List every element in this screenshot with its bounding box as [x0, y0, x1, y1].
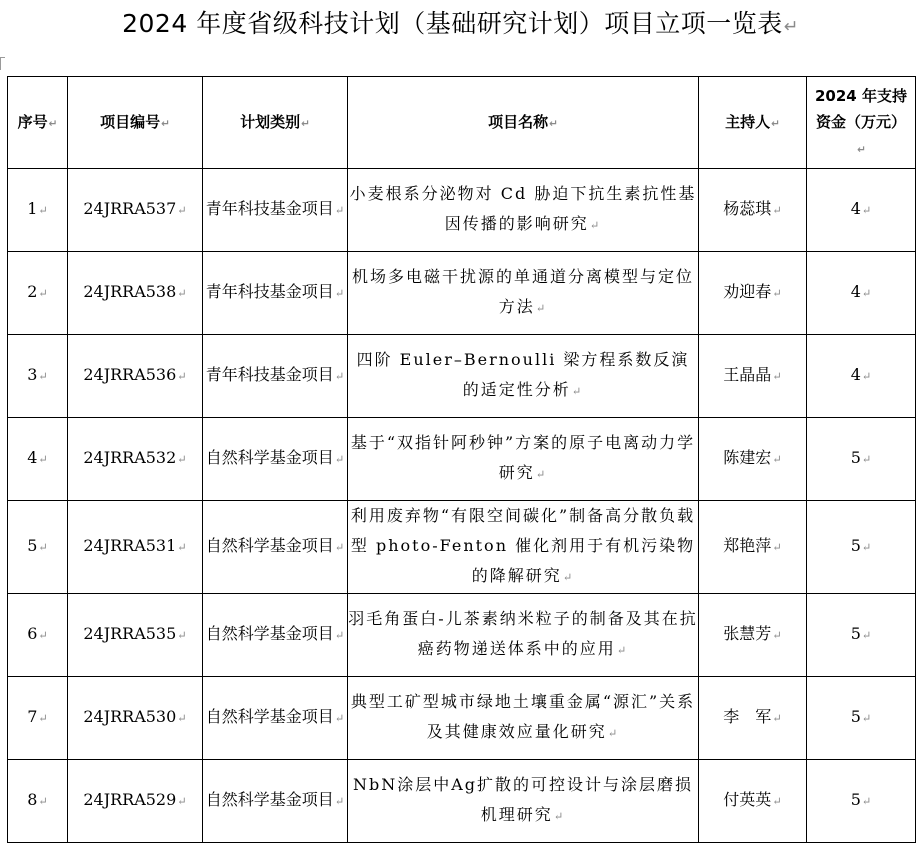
cell-name-text: 典型工矿型城市绿地土壤重金属“源汇”关系及其健康效应量化研究 [350, 692, 696, 741]
cell-category-text: 青年科技基金项目 [205, 282, 334, 301]
cell-leader-text: 陈建宏 [723, 448, 772, 467]
table-row [8, 760, 916, 843]
paragraph-mark-icon: ↵ [535, 468, 548, 481]
cell-category-text: 自然科学基金项目 [205, 536, 334, 555]
cell-code[interactable] [68, 677, 203, 760]
header-funding [807, 77, 916, 169]
header-code [68, 77, 203, 169]
cell-funding[interactable] [807, 169, 916, 252]
cell-category[interactable] [203, 760, 348, 843]
paragraph-mark-icon: ↵ [771, 117, 780, 130]
cell-leader[interactable] [699, 418, 807, 501]
cell-code-text: 24JRRA531 [83, 536, 177, 555]
cell-code-text: 24JRRA530 [83, 707, 177, 726]
cell-code-text: 24JRRA532 [83, 448, 177, 467]
paragraph-mark-icon: ↵ [562, 571, 575, 584]
cell-name-text: NbN涂层中Ag扩散的可控设计与涂层磨损机理研究 [352, 775, 694, 824]
cell-name[interactable] [348, 169, 699, 252]
paragraph-mark-icon: ↵ [38, 453, 48, 466]
cell-index-text: 3 [27, 365, 38, 384]
cell-index[interactable] [8, 169, 68, 252]
cell-name[interactable] [348, 760, 699, 843]
table-row [8, 335, 916, 418]
paragraph-mark-icon: ↵ [861, 629, 872, 642]
cell-index[interactable] [8, 335, 68, 418]
paragraph-mark-icon: ↵ [772, 204, 782, 217]
table-body [8, 169, 916, 843]
paragraph-mark-icon: ↵ [861, 287, 872, 300]
cell-category[interactable] [203, 594, 348, 677]
paragraph-mark-icon: ↵ [861, 204, 872, 217]
paragraph-mark-icon: ↵ [177, 629, 187, 642]
cell-name-text: 四阶 Euler–Bernoulli 梁方程系数反演的适定性分析 [356, 350, 690, 399]
cell-leader[interactable] [699, 169, 807, 252]
cell-category-text: 青年科技基金项目 [205, 365, 334, 384]
cell-index[interactable] [8, 252, 68, 335]
paragraph-mark-icon: ↵ [861, 712, 872, 725]
cell-leader[interactable] [699, 594, 807, 677]
header-label: 主持人 [725, 112, 771, 131]
cell-name[interactable] [348, 335, 699, 418]
paragraph-mark-icon: ↵ [38, 629, 48, 642]
paragraph-mark-icon: ↵ [334, 453, 345, 466]
header-label: 2024 年支持资金（万元） [815, 86, 907, 131]
paragraph-mark-icon: ↵ [161, 117, 170, 130]
paragraph-mark-icon: ↵ [772, 712, 782, 725]
cell-name-text: 基于“双指针阿秒钟”方案的原子电离动力学研究 [350, 433, 696, 482]
cell-leader-text: 李 军 [723, 707, 772, 726]
paragraph-mark-icon: ↵ [38, 204, 48, 217]
cell-category-text: 自然科学基金项目 [205, 448, 334, 467]
paragraph-mark-icon: ↵ [334, 204, 345, 217]
cell-category-text: 自然科学基金项目 [205, 790, 334, 809]
project-table [7, 76, 916, 843]
cell-category[interactable] [203, 252, 348, 335]
header-name [348, 77, 699, 169]
paragraph-mark-icon: ↵ [607, 727, 620, 740]
cell-leader-text: 付英英 [723, 790, 772, 809]
cell-index[interactable] [8, 760, 68, 843]
cell-code-text: 24JRRA538 [83, 282, 177, 301]
paragraph-mark-icon: ↵ [48, 117, 58, 130]
cell-funding-text: 5 [850, 707, 861, 726]
cell-category[interactable] [203, 677, 348, 760]
cell-leader-text: 劝迎春 [723, 282, 772, 301]
cell-code-text: 24JRRA535 [83, 624, 177, 643]
cell-name[interactable] [348, 594, 699, 677]
paragraph-mark-icon: ↵ [177, 204, 187, 217]
cell-funding[interactable] [807, 677, 916, 760]
paragraph-mark-icon: ↵ [38, 712, 48, 725]
paragraph-mark-icon: ↵ [334, 629, 345, 642]
cell-funding-text: 4 [850, 282, 861, 301]
paragraph-mark-icon: ↵ [38, 287, 48, 300]
cell-funding[interactable] [807, 760, 916, 843]
cell-code[interactable] [68, 594, 203, 677]
cell-funding-text: 4 [850, 365, 861, 384]
paragraph-mark-icon: ↵ [589, 219, 602, 232]
cell-leader-text: 郑艳萍 [723, 536, 772, 555]
table-row [8, 501, 916, 594]
cell-category[interactable] [203, 501, 348, 594]
cell-index-text: 1 [27, 199, 38, 218]
cell-name[interactable] [348, 252, 699, 335]
paragraph-mark-icon: ↵ [772, 370, 782, 383]
cell-category[interactable] [203, 169, 348, 252]
cell-index[interactable] [8, 501, 68, 594]
cell-code-text: 24JRRA537 [83, 199, 177, 218]
cell-index[interactable] [8, 594, 68, 677]
paragraph-mark-icon: ↵ [334, 541, 345, 554]
cell-funding-text: 5 [850, 448, 861, 467]
paragraph-mark-icon: ↵ [861, 453, 872, 466]
cell-index-text: 5 [27, 536, 38, 555]
paragraph-mark-icon: ↵ [772, 541, 782, 554]
header-label: 项目编号 [100, 112, 161, 131]
cell-code[interactable] [68, 252, 203, 335]
cell-code[interactable] [68, 760, 203, 843]
paragraph-mark-icon: ↵ [616, 644, 629, 657]
cell-index-text: 7 [27, 707, 38, 726]
paragraph-mark-icon: ↵ [857, 143, 866, 156]
paragraph-mark-icon: ↵ [177, 370, 187, 383]
header-label: 计划类别 [240, 112, 301, 131]
cell-funding[interactable] [807, 252, 916, 335]
document-title [0, 4, 921, 47]
cell-funding[interactable] [807, 418, 916, 501]
paragraph-mark-icon: ↵ [772, 453, 782, 466]
cell-name-text: 羽毛角蛋白-儿茶素纳米粒子的制备及其在抗癌药物递送体系中的应用 [348, 609, 698, 658]
cell-leader[interactable] [699, 335, 807, 418]
cell-leader-text: 杨蕊琪 [723, 199, 772, 218]
cell-category[interactable] [203, 335, 348, 418]
table-row [8, 594, 916, 677]
cell-code[interactable] [68, 418, 203, 501]
cell-funding-text: 5 [850, 790, 861, 809]
cell-category-text: 自然科学基金项目 [205, 707, 334, 726]
cell-funding-text: 4 [850, 199, 861, 218]
cell-code-text: 24JRRA529 [83, 790, 177, 809]
cell-category-text: 自然科学基金项目 [205, 624, 334, 643]
paragraph-mark-icon: ↵ [334, 795, 345, 808]
cell-index[interactable] [8, 677, 68, 760]
cell-code[interactable] [68, 169, 203, 252]
title-text: 2024 年度省级科技计划（基础研究计划）项目立项一览表 [122, 9, 783, 38]
paragraph-mark-icon: ↵ [177, 712, 187, 725]
cell-name[interactable] [348, 677, 699, 760]
cell-name-text: 小麦根系分泌物对 Cd 胁迫下抗生素抗性基因传播的影响研究 [349, 184, 697, 233]
cell-leader-text: 王晶晶 [723, 365, 772, 384]
paragraph-mark-icon: ↵ [549, 117, 558, 130]
table-row [8, 169, 916, 252]
cell-index-text: 8 [27, 790, 38, 809]
paragraph-mark-icon: ↵ [571, 385, 584, 398]
cell-category[interactable] [203, 418, 348, 501]
paragraph-mark-icon: ↵ [177, 453, 187, 466]
paragraph-mark-icon: ↵ [177, 541, 187, 554]
cell-name[interactable] [348, 501, 699, 594]
paragraph-mark-icon: ↵ [38, 795, 48, 808]
paragraph-mark-icon: ↵ [861, 541, 872, 554]
header-category [203, 77, 348, 169]
header-leader [699, 77, 807, 169]
header-label: 序号 [17, 112, 48, 131]
cell-leader[interactable] [699, 252, 807, 335]
cell-funding[interactable] [807, 594, 916, 677]
paragraph-mark-icon: ↵ [535, 302, 548, 315]
table-move-handle-icon[interactable] [0, 57, 5, 70]
table-row [8, 418, 916, 501]
paragraph-mark-icon: ↵ [553, 810, 566, 823]
paragraph-mark-icon: ↵ [301, 117, 310, 130]
paragraph-mark-icon: ↵ [177, 287, 187, 300]
paragraph-mark-icon: ↵ [861, 795, 872, 808]
cell-code-text: 24JRRA536 [83, 365, 177, 384]
paragraph-mark-icon: ↵ [334, 287, 345, 300]
cell-index[interactable] [8, 418, 68, 501]
cell-index-text: 2 [27, 282, 38, 301]
cell-code[interactable] [68, 501, 203, 594]
cell-leader[interactable] [699, 501, 807, 594]
paragraph-mark-icon: ↵ [38, 370, 48, 383]
cell-name-text: 机场多电磁干扰源的单通道分离模型与定位方法 [351, 267, 694, 316]
cell-name-text: 利用废弃物“有限空间碳化”制备高分散负载型 photo-Fenton 催化剂用于有机污染物的降解研究 [350, 506, 696, 585]
cell-index-text: 4 [27, 448, 38, 467]
cell-name[interactable] [348, 418, 699, 501]
paragraph-mark-icon: ↵ [334, 712, 345, 725]
cell-leader[interactable] [699, 760, 807, 843]
cell-category-text: 青年科技基金项目 [205, 199, 334, 218]
cell-funding-text: 5 [850, 624, 861, 643]
table-row [8, 677, 916, 760]
header-index [8, 77, 68, 169]
cell-code[interactable] [68, 335, 203, 418]
table-row [8, 252, 916, 335]
paragraph-mark-icon: ↵ [334, 370, 345, 383]
cell-funding[interactable] [807, 501, 916, 594]
paragraph-mark-icon: ↵ [772, 629, 782, 642]
paragraph-mark-icon: ↵ [772, 287, 782, 300]
paragraph-mark-icon: ↵ [177, 795, 187, 808]
cell-leader-text: 张慧芳 [723, 624, 772, 643]
paragraph-mark-icon: ↵ [38, 541, 48, 554]
table-header-row [8, 77, 916, 169]
paragraph-mark-icon: ↵ [783, 17, 799, 37]
cell-index-text: 6 [27, 624, 38, 643]
cell-funding[interactable] [807, 335, 916, 418]
paragraph-mark-icon: ↵ [772, 795, 782, 808]
paragraph-mark-icon: ↵ [861, 370, 872, 383]
cell-funding-text: 5 [850, 536, 861, 555]
header-label: 项目名称 [488, 112, 549, 131]
cell-leader[interactable] [699, 677, 807, 760]
